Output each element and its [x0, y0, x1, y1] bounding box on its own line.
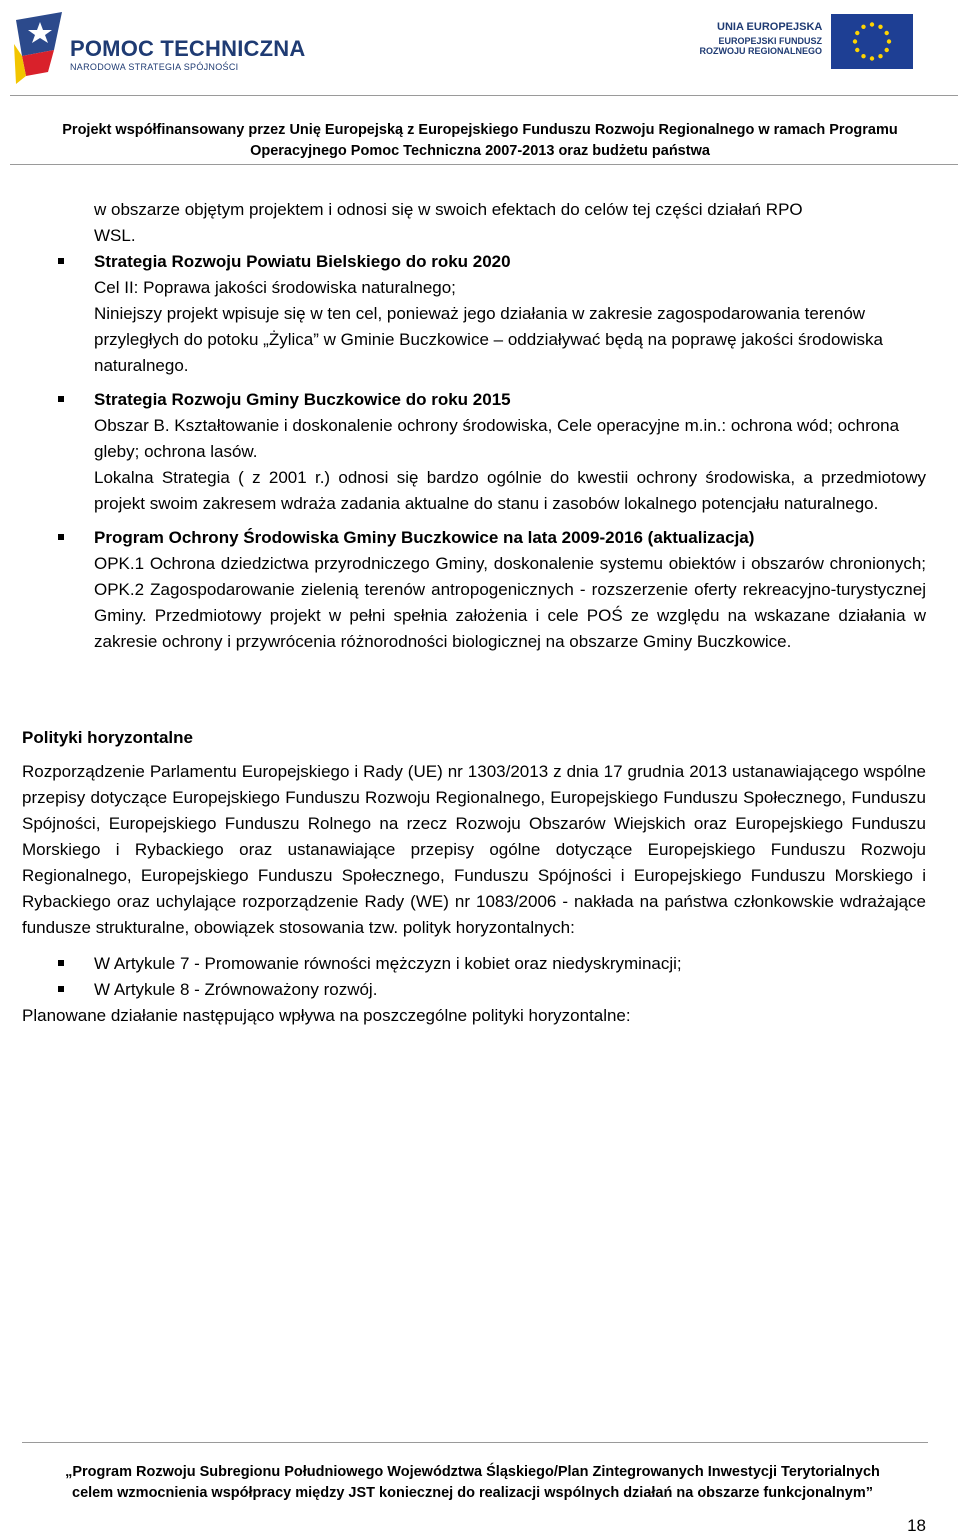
intro-line1: w obszarze objętym projektem i odnosi się w swoich efektach do celów tej części działań RPO [94, 200, 803, 219]
strategy-line: Cel II: Poprawa jakości środowiska naturalnego; [94, 278, 456, 297]
header-divider-bottom [10, 164, 958, 165]
eu-star-icon [855, 31, 859, 35]
footer-line2: celem wzmocnienia współpracy między JST koniecznej do realizacji wspólnych działań na obszarze funkcjonalnym” [72, 1485, 873, 1501]
article-bullet [22, 977, 926, 1003]
cofinancing-note [0, 120, 960, 162]
article-bullet [22, 951, 926, 977]
section-heading: Polityki horyzontalne [22, 728, 193, 747]
strategy-item [22, 525, 926, 655]
pomoc-techniczna-logo [12, 10, 312, 90]
strategy-line: Lokalna Strategia ( z 2001 r.) odnosi się bardzo ogólnie do kwestii ochrony środowiska, a przedmiotowy projekt swoim zakresem wdraża zadania aktualne do stanu i zasobów lokalnego potencjału naturalnego. [94, 468, 926, 513]
strategy-item [22, 249, 926, 379]
regulation-paragraph: Rozporządzenie Parlamentu Europejskiego i Rady (UE) nr 1303/2013 z dnia 17 grudnia 2013 ustanawiającego wspólne przepisy dotyczące Europejskiego Funduszu Rozwoju Regionalnego, Europejskiego Funduszu Społecznego, Funduszu Spójności, Europejskiego Funduszu Rolnego na rzecz Rozwoju Obszarów Wiejskich oraz Europejskiego Funduszu Morskiego i Rybackiego oraz ustanawiające przepisy ogólne dotyczące Europejskiego Funduszu Rozwoju Regionalnego, Europejskiego Funduszu Społecznego, Funduszu Spójności i Europejskiego Funduszu Morskiego i Rybackiego oraz uchylające rozporządzenie Rady (WE) nr 1083/2006 - nakłada na państwa członkowskie wdrażające fundusze strukturalne, obowiązek stosowania tzw. polityk horyzontalnych: [22, 762, 926, 937]
bullet-square-icon [58, 534, 64, 540]
document-body [22, 197, 926, 1029]
eu-star-icon [853, 39, 857, 43]
eu-star-icon [885, 48, 889, 52]
eu-star-icon [870, 22, 874, 26]
star-emblem-icon [12, 10, 68, 86]
eu-star-icon [855, 48, 859, 52]
page-header [0, 0, 960, 160]
eu-logo-fund [688, 36, 822, 56]
cofinancing-line2: Operacyjnego Pomoc Techniczna 2007-2013 oraz budżetu państwa [250, 143, 710, 159]
strategy-title: Program Ochrony Środowiska Gminy Buczkowice na lata 2009-2016 (aktualizacja) [94, 528, 755, 547]
bullet-square-icon [58, 396, 64, 402]
logo-subtitle: NARODOWA STRATEGIA SPÓJNOŚCI [70, 62, 239, 72]
bullet-square-icon [58, 960, 64, 966]
eu-star-icon [870, 56, 874, 60]
article-text: W Artykule 7 - Promowanie równości mężczyzn i kobiet oraz niedyskryminacji; [94, 954, 682, 973]
eu-flag-icon [831, 14, 913, 69]
strategy-item [22, 387, 926, 517]
closing-line: Planowane działanie następująco wpływa na poszczególne polityki horyzontalne: [22, 1006, 631, 1025]
eu-star-icon [861, 25, 865, 29]
strategy-line: Niniejszy projekt wpisuje się w ten cel, ponieważ jego działania w zakresie zagospodarowania terenów przyległych do potoku „Żylica” w Gminie Buczkowice – oddziaływać będą na poprawę jakości środowiska naturalnego. [94, 304, 883, 375]
intro-line2: WSL. [94, 226, 136, 245]
strategy-title: Strategia Rozwoju Gminy Buczkowice do roku 2015 [94, 390, 511, 409]
footer-divider [22, 1442, 928, 1443]
eu-logo-line3: ROZWOJU REGIONALNEGO [699, 46, 822, 56]
strategy-line: Obszar B. Kształtowanie i doskonalenie ochrony środowiska, Cele operacyjne m.in.: ochrona wód; ochrona gleby; ochrona lasów. [94, 416, 900, 461]
strategy-line: OPK.1 Ochrona dziedzictwa przyrodniczego Gminy, doskonalenie systemu obiektów i obszarów chronionych; OPK.2 Zagospodarowanie zielenią terenów antropogenicznych - rozszerzenie oferty rekreacyjno-turystycznej Gminy. Przedmiotowy projekt w pełni spełnia założenia i cele POŚ ze względu na wskazane działania w zakresie ochrony i przywrócenia różnorodności biologicznej na obszarze Gminy Buczkowice. [94, 554, 926, 651]
eu-star-icon [887, 39, 891, 43]
eu-logo-line1: UNIA EUROPEJSKA [717, 21, 823, 33]
eu-star-icon [861, 54, 865, 58]
page-number: 18 [907, 1516, 926, 1535]
eu-star-icon [885, 31, 889, 35]
header-divider [10, 95, 958, 96]
strategy-title: Strategia Rozwoju Powiatu Bielskiego do roku 2020 [94, 252, 511, 271]
bullet-square-icon [58, 258, 64, 264]
page-footer [0, 1462, 945, 1504]
eu-star-icon [878, 54, 882, 58]
bullet-square-icon [58, 986, 64, 992]
eu-logo [688, 14, 913, 74]
logo-title: POMOC TECHNICZNA [70, 36, 306, 61]
article-text: W Artykule 8 - Zrównoważony rozwój. [94, 980, 378, 999]
eu-logo-line2: EUROPEJSKI FUNDUSZ [718, 36, 822, 46]
footer-line1: „Program Rozwoju Subregionu Południowego Województwa Śląskiego/Plan Zintegrowanych Inwestycji Terytorialnych [65, 1464, 880, 1480]
eu-star-icon [878, 25, 882, 29]
cofinancing-line1: Projekt współfinansowany przez Unię Europejską z Europejskiego Funduszu Rozwoju Regionalnego w ramach Programu [62, 122, 898, 138]
